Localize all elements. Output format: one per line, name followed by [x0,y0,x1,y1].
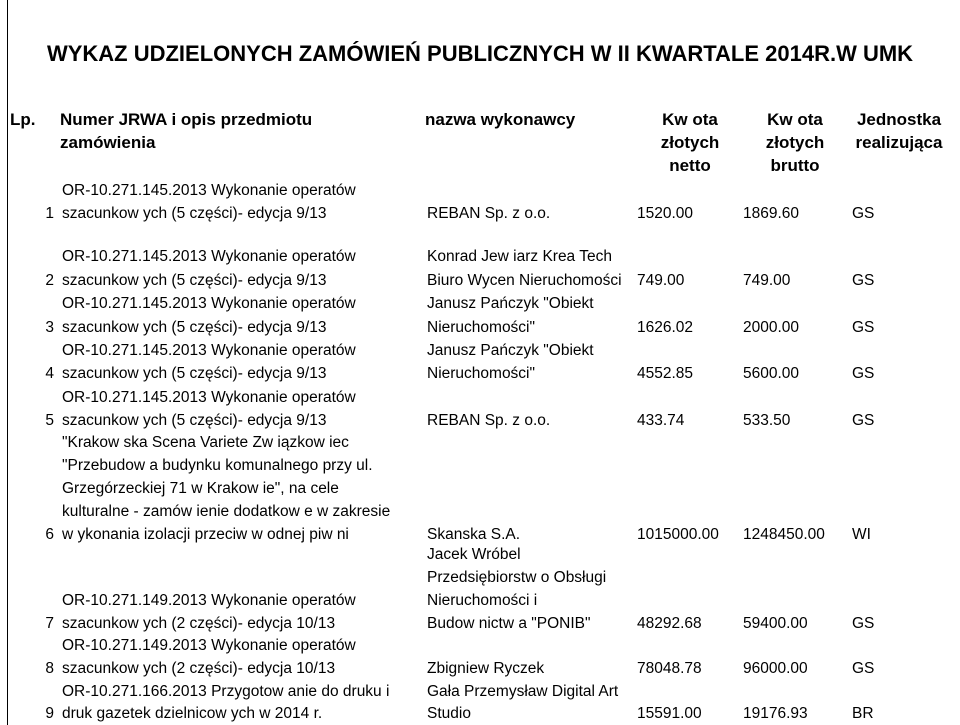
row-8-lp: 8 [45,660,54,677]
row-9-lp: 9 [45,705,54,722]
row-4-gross: 5600.00 [743,365,800,382]
row-1-unit: GS [852,205,875,222]
row-5-unit: GS [852,412,875,429]
row-5-lp: 5 [45,412,54,429]
row-6-unit: WI [852,526,871,543]
header-net-line2: złotych [660,133,720,152]
row-3-unit: GS [852,319,875,336]
row-3-lp: 3 [45,319,54,336]
header-gross-line1: Kw ota [767,110,823,129]
row-2-desc-line1: OR-10.271.145.2013 Wykonanie operatów [62,248,356,265]
row-4-desc-line2: szacunkow ych (5 części)- edycja 9/13 [62,365,327,382]
row-6-gross: 1248450.00 [743,526,825,543]
header-subject-line2: zamówienia [60,133,156,152]
row-2-desc-line2: szacunkow ych (5 części)- edycja 9/13 [62,272,327,289]
row-7-contractor-line3: Nieruchomości i [427,592,538,609]
row-7-lp: 7 [45,615,54,632]
header-subject-line1: Numer JRWA i opis przedmiotu [60,110,313,129]
left-border-line [7,0,8,725]
row-8-gross: 96000.00 [743,660,808,677]
row-2-lp: 2 [45,272,54,289]
row-6-lp: 6 [45,526,54,543]
row-8-contractor: Zbigniew Ryczek [427,660,545,677]
row-8-net: 78048.78 [637,660,702,677]
row-4-contractor-line1: Janusz Pańczyk "Obiekt [427,342,594,359]
row-6-desc-line5: w ykonania izolacji przeciw w odnej piw ni [62,526,349,543]
header-net-line1: Kw ota [662,110,718,129]
row-4-unit: GS [852,365,875,382]
row-9-gross: 19176.93 [743,705,808,722]
row-5-net: 433.74 [637,412,685,429]
header-gross-line2: złotych [765,133,825,152]
row-6-desc-line2: "Przebudow a budynku komunalnego przy ul. [62,457,373,474]
header-unit-line2: realizująca [855,133,943,152]
row-2-contractor-line2: Biuro Wycen Nieruchomości [427,272,622,289]
row-4-desc-line1: OR-10.271.145.2013 Wykonanie operatów [62,342,356,359]
row-3-contractor-line2: Nieruchomości" [427,319,536,336]
row-7-contractor-line1: Jacek Wróbel [427,546,521,563]
row-9-desc-line2: druk gazetek dzielnicow ych w 2014 r. [62,705,323,722]
row-3-gross: 2000.00 [743,319,800,336]
header-contractor: nazwa wykonawcy [425,110,576,129]
header-net-line3: netto [669,156,711,175]
row-3-desc-line1: OR-10.271.145.2013 Wykonanie operatów [62,295,356,312]
row-9-contractor-line1: Gała Przemysław Digital Art [427,683,619,700]
row-2-unit: GS [852,272,875,289]
row-8-desc-line1: OR-10.271.149.2013 Wykonanie operatów [62,637,356,654]
row-4-net: 4552.85 [637,365,694,382]
row-5-desc-line1: OR-10.271.145.2013 Wykonanie operatów [62,389,356,406]
row-7-desc-line1: OR-10.271.149.2013 Wykonanie operatów [62,592,356,609]
row-5-contractor: REBAN Sp. z o.o. [427,412,551,429]
row-9-contractor-line2: Studio [427,705,471,722]
row-6-desc-line3: Grzegórzeckiej 71 w Krakow ie", na cele [62,480,339,497]
document-title: WYKAZ UDZIELONYCH ZAMÓWIEŃ PUBLICZNYCH W II KWARTALE 2014R.W UMK [46,41,914,66]
row-1-net: 1520.00 [637,205,694,222]
row-3-desc-line2: szacunkow ych (5 części)- edycja 9/13 [62,319,327,336]
row-6-desc-line1: "Krakow ska Scena Variete Zw iązkow iec [62,434,349,451]
row-7-contractor-line2: Przedsiębiorstw o Obsługi [427,569,607,586]
row-4-lp: 4 [45,365,54,382]
row-6-desc-line4: kulturalne - zamów ienie dodatkow e w zakresie [62,503,391,520]
row-5-gross: 533.50 [743,412,791,429]
row-7-unit: GS [852,615,875,632]
row-8-desc-line2: szacunkow ych (2 części)- edycja 10/13 [62,660,336,677]
row-7-desc-line2: szacunkow ych (2 części)- edycja 10/13 [62,615,336,632]
row-5-desc-line2: szacunkow ych (5 części)- edycja 9/13 [62,412,327,429]
row-9-unit: BR [852,705,874,722]
row-1-desc-line1: OR-10.271.145.2013 Wykonanie operatów [62,182,356,199]
row-6-net: 1015000.00 [637,526,719,543]
header-lp: Lp. [10,110,36,129]
row-7-gross: 59400.00 [743,615,808,632]
row-7-contractor-line4: Budow nictw a "PONIB" [427,615,591,632]
row-1-contractor: REBAN Sp. z o.o. [427,205,551,222]
row-9-net: 15591.00 [637,705,702,722]
row-1-gross: 1869.60 [743,205,800,222]
header-unit-line1: Jednostka [856,110,942,129]
row-1-desc-line2: szacunkow ych (5 części)- edycja 9/13 [62,205,327,222]
row-9-desc-line1: OR-10.271.166.2013 Przygotow anie do druku i [62,683,390,700]
row-2-gross: 749.00 [743,272,791,289]
row-2-net: 749.00 [637,272,685,289]
row-8-unit: GS [852,660,875,677]
row-4-contractor-line2: Nieruchomości" [427,365,536,382]
row-3-contractor-line1: Janusz Pańczyk "Obiekt [427,295,594,312]
row-1-lp: 1 [45,205,54,222]
row-6-contractor: Skanska S.A. [427,526,521,543]
row-2-contractor-line1: Konrad Jew iarz Krea Tech [427,248,612,265]
row-3-net: 1626.02 [637,319,694,336]
row-7-net: 48292.68 [637,615,702,632]
header-gross-line3: brutto [770,156,820,175]
